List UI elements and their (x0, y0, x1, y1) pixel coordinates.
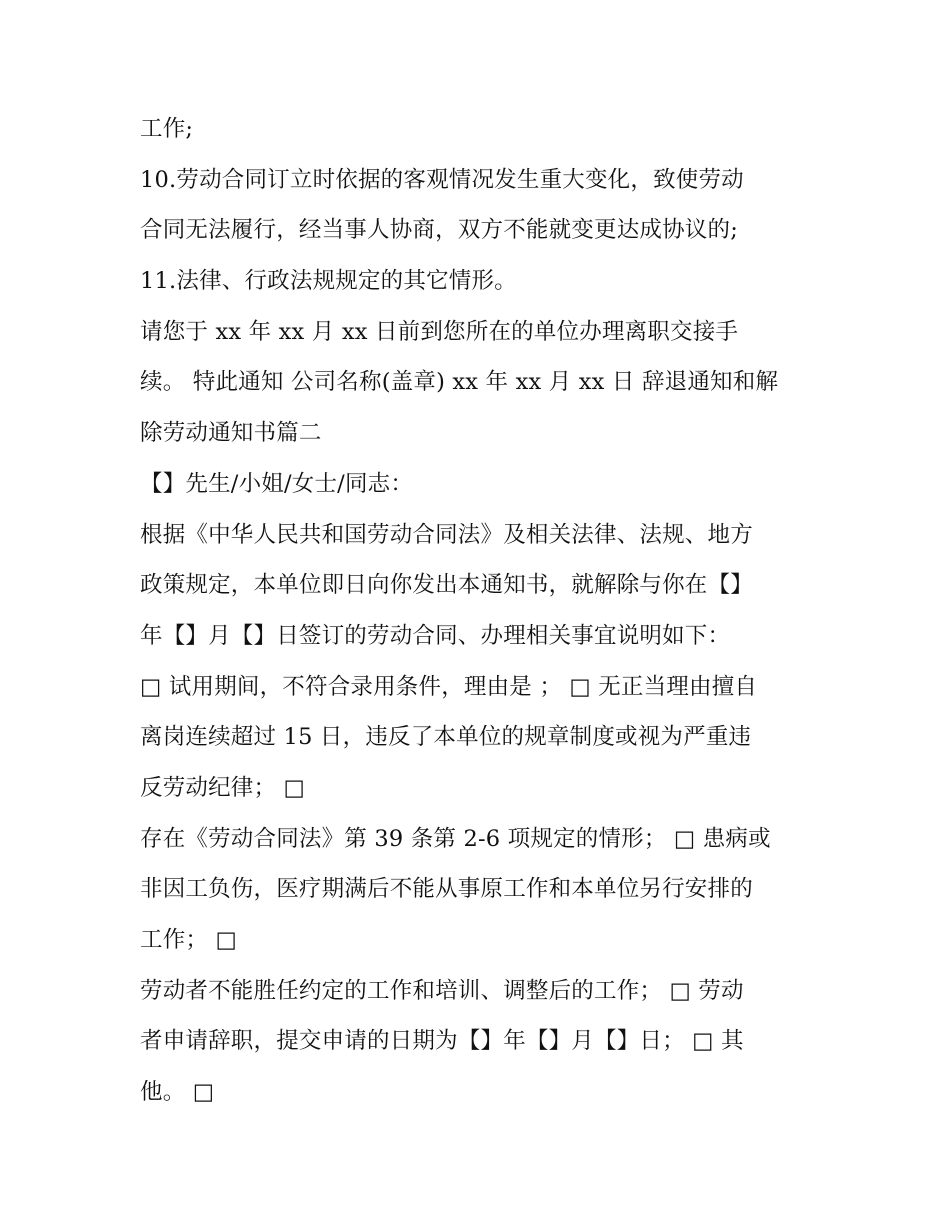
text-line: 政策规定，本单位即日向你发出本通知书，就解除与你在【】 (140, 572, 753, 599)
text-line: 工作； □ (140, 927, 237, 953)
text-line: 存在《劳动合同法》第 39 条第 2-6 项规定的情形； □ 患病或 (140, 825, 771, 852)
text-line: 续。 特此通知 公司名称(盖章) xx 年 xx 月 xx 日 辞退通知和解 (140, 369, 779, 396)
text-line: 劳动者不能胜任约定的工作和培训、调整后的工作； □ 劳动 (140, 977, 744, 1004)
text-line: 年【】月【】日签订的劳动合同、办理相关事宜说明如下： (140, 622, 731, 649)
text-line: 反劳动纪律； □ (140, 774, 306, 801)
text-line: 除劳动通知书篇二 (140, 420, 322, 447)
text-line: 请您于 xx 年 xx 月 xx 日前到您所在的单位办理离职交接手 (140, 318, 739, 345)
text-line: 根据《中华人民共和国劳动合同法》及相关法律、法规、地方 (140, 521, 753, 548)
text-line: □ 试用期间，不符合录用条件，理由是 ； □ 无正当理由擅自 (140, 673, 758, 700)
text-line: 合同无法履行，经当事人协商，双方不能就变更达成协议的; (140, 217, 738, 244)
text-line: 【】先生/小姐/女士/同志： (140, 470, 414, 497)
text-line: 11.法律、行政法规规定的其它情形。 (140, 268, 517, 295)
text-line: 离岗连续超过 15 日，违反了本单位的规章制度或视为严重违 (140, 724, 752, 751)
text-line: 工作; (140, 116, 194, 142)
document-body (140, 104, 820, 1118)
text-line: 者申请辞职，提交申请的日期为【】年【】月【】日； □ 其 (140, 1028, 744, 1055)
text-line: 10.劳动合同订立时依据的客观情况发生重大变化，致使劳动 (140, 166, 744, 193)
text-line: 他。 □ (140, 1079, 215, 1106)
text-line: 非因工负伤，医疗期满后不能从事原工作和本单位另行安排的 (140, 876, 753, 903)
